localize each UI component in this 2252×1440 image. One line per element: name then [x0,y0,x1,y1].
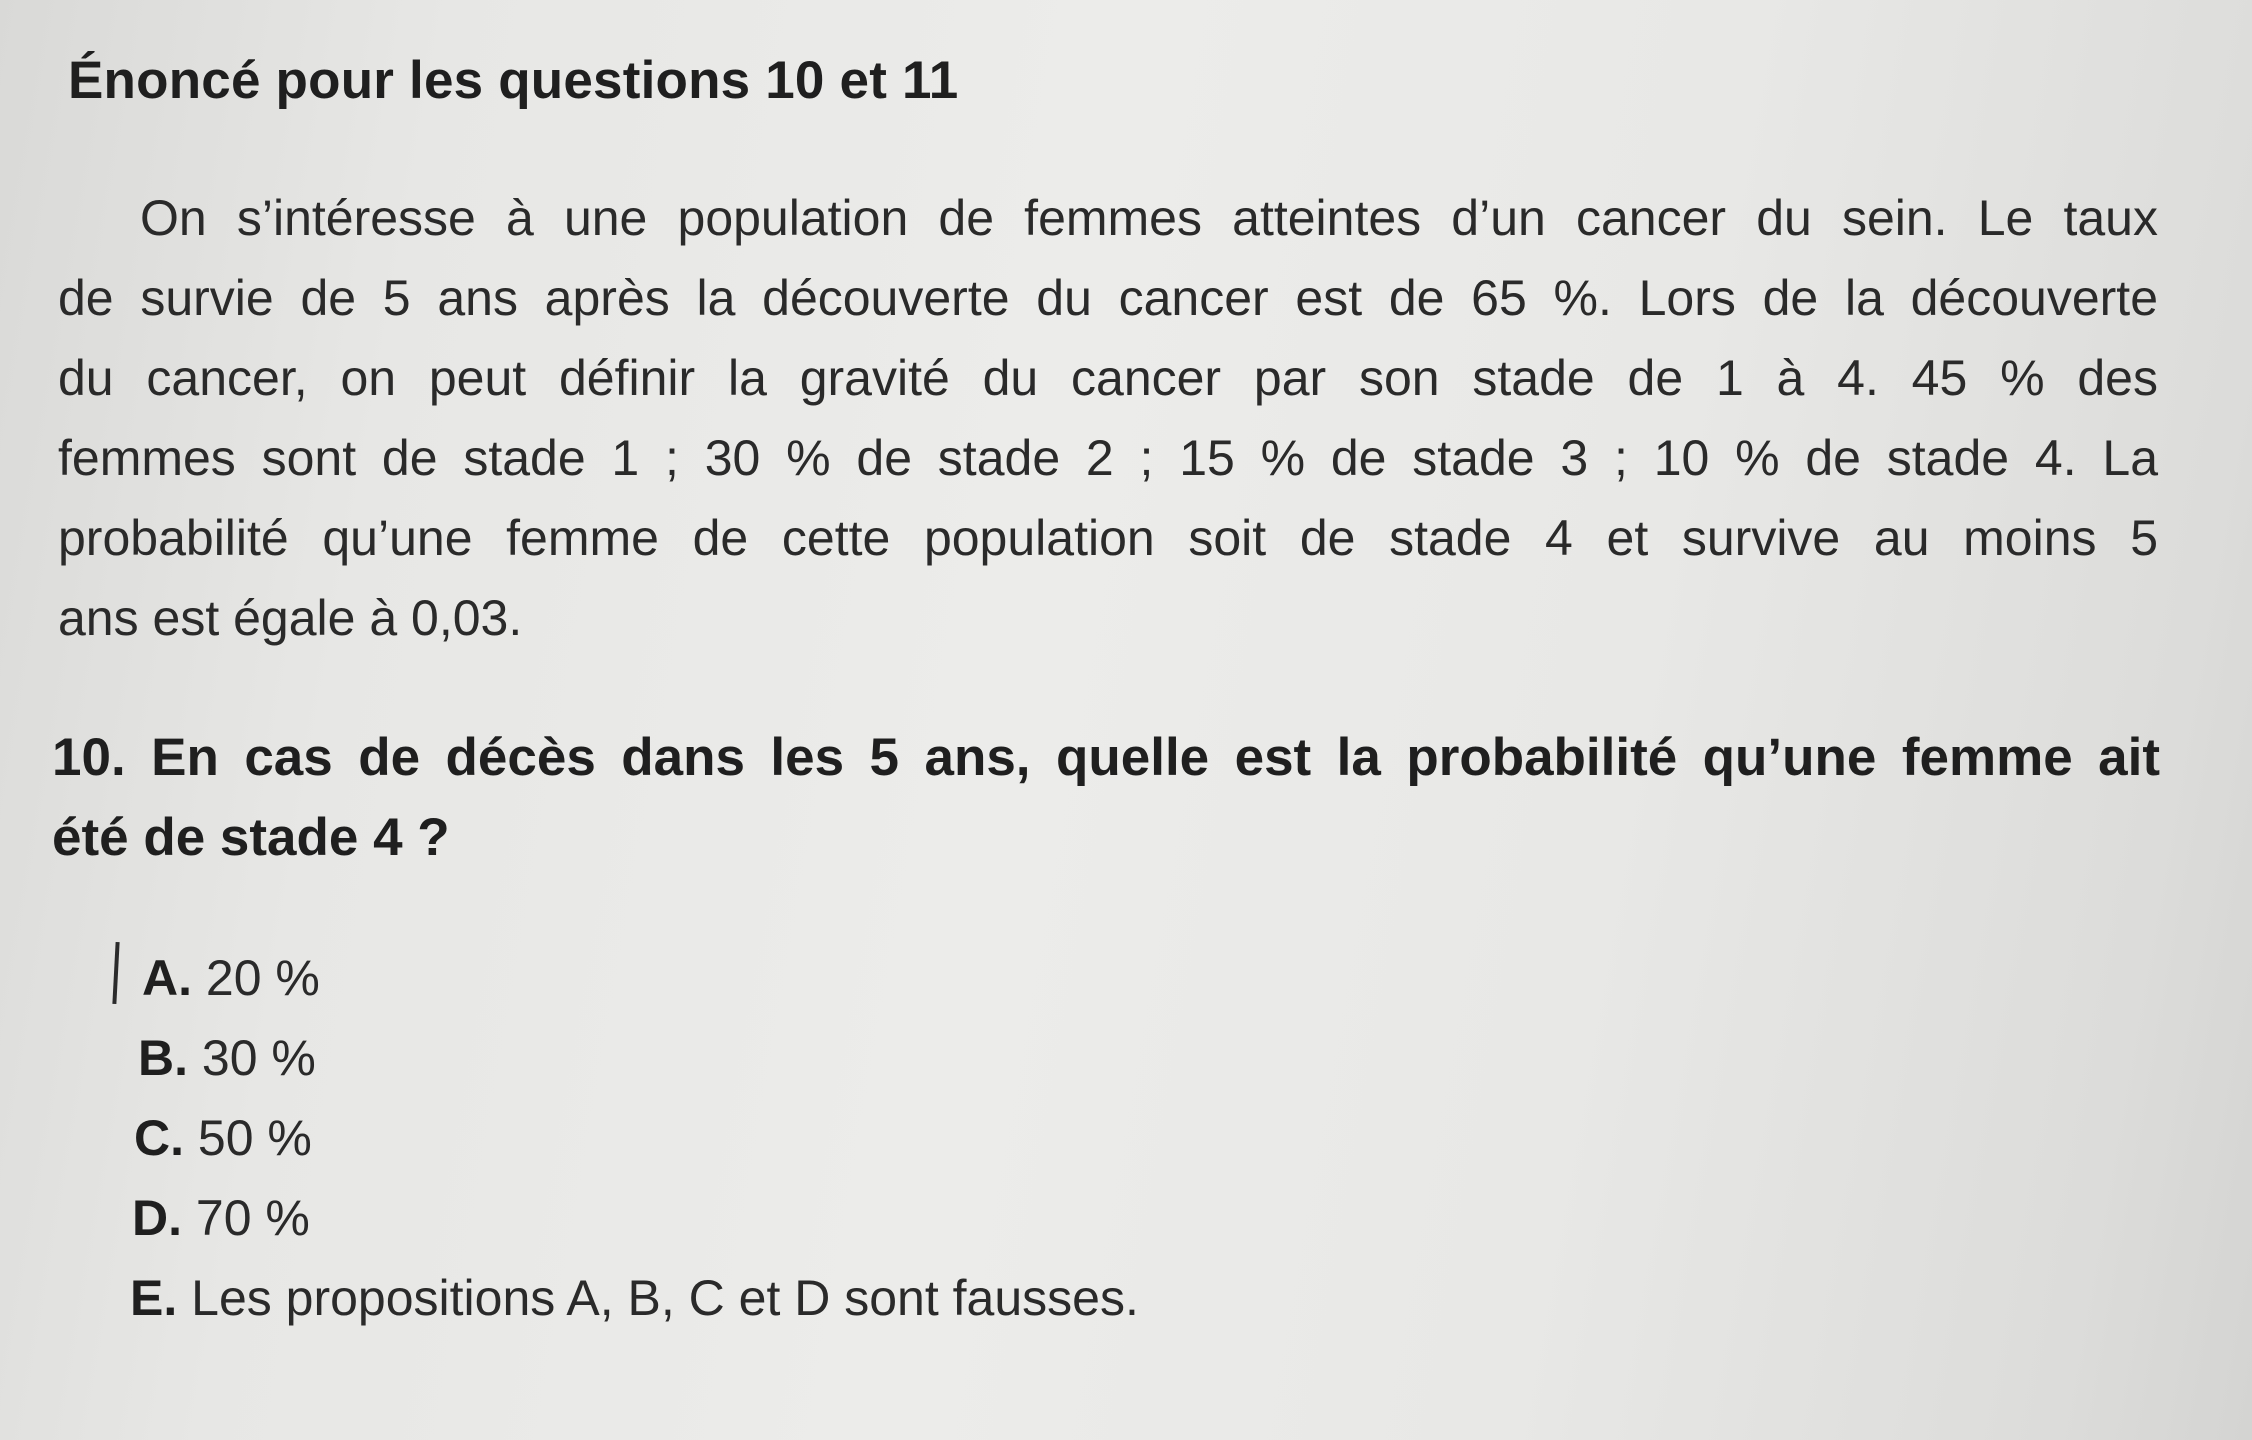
option-letter: E. [130,1270,178,1326]
pen-mark [112,942,119,1004]
option-letter: C. [134,1110,184,1166]
statement-line: de survie de 5 ans après la découverte du cancer est de 65 %. Lors de la découverte [58,270,2158,326]
option-text: 50 % [184,1110,312,1166]
answer-options [132,938,1139,1338]
option-letter: D. [132,1190,182,1246]
option-letter: A. [142,950,192,1006]
statement-line: On s’intéresse à une population de femmes atteintes d’un cancer du sein. Le taux [140,190,2158,246]
statement-line: ans est égale à 0,03. [58,590,523,646]
option-a [142,938,1139,1018]
option-b [138,1018,1139,1098]
option-text: Les propositions A, B, C et D sont fausses. [177,1270,1139,1326]
statement-line: du cancer, on peut définir la gravité du cancer par son stade de 1 à 4. 45 % des [58,350,2158,406]
option-text: 30 % [188,1030,316,1086]
statement-line: femmes sont de stade 1 ; 30 % de stade 2 ; 15 % de stade 3 ; 10 % de stade 4. La [58,430,2158,486]
question-line: été de stade 4 ? [52,808,450,867]
option-text: 70 % [182,1190,310,1246]
question-10 [52,718,2160,878]
option-text: 20 % [192,950,320,1006]
option-e [130,1258,1139,1338]
option-c [134,1098,1139,1178]
option-d [132,1178,1139,1258]
statement-line: probabilité qu’une femme de cette population soit de stade 4 et survive au moins 5 [58,510,2158,566]
section-heading: Énoncé pour les questions 10 et 11 [68,51,959,110]
question-line: 10. En cas de décès dans les 5 ans, quelle est la probabilité qu’une femme ait [52,728,2160,787]
problem-statement [58,178,2158,658]
option-letter: B. [138,1030,188,1086]
